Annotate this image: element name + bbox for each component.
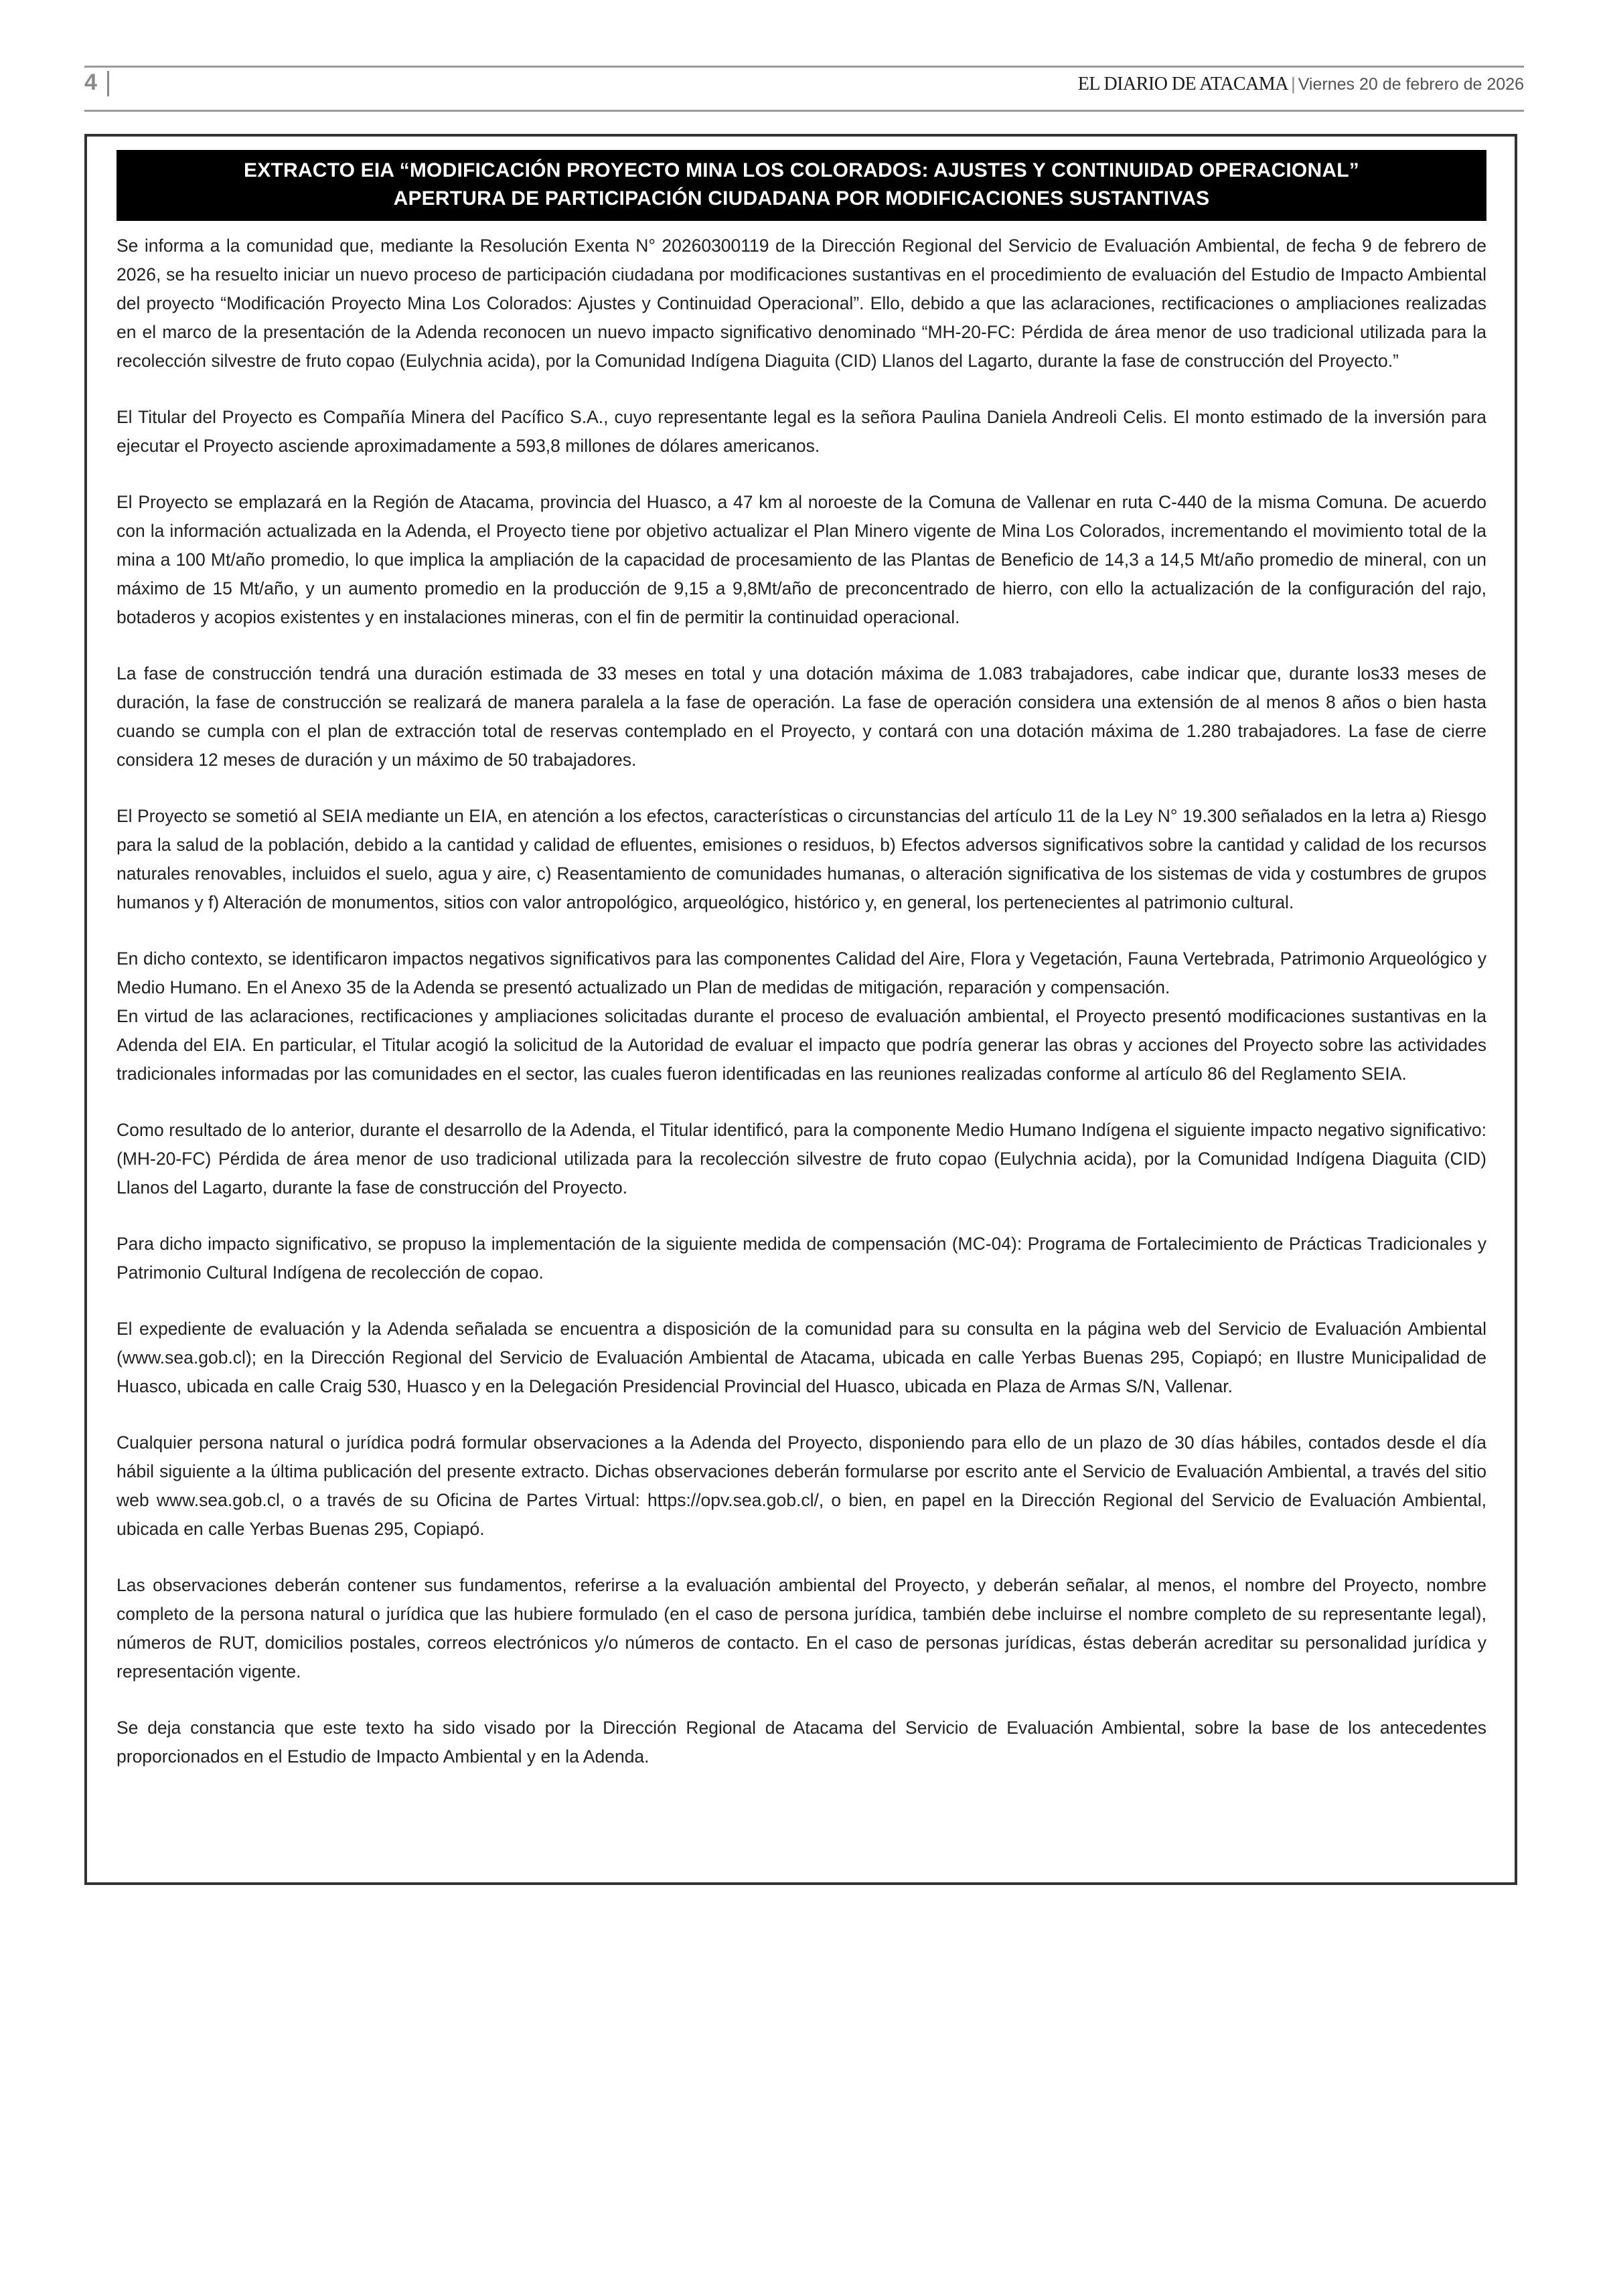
notice-subtitle: APERTURA DE PARTICIPACIÓN CIUDADANA POR MODIFICACIONES SUSTANTIVAS bbox=[393, 187, 1210, 210]
notice-paragraph-phases: La fase de construcción tendrá una duración estimada de 33 meses en total y una dotación máxima de 1.083 trabajadores, cabe indicar que, durante los33 meses de duración, la fase de construcción se realizará de manera paralela a la fase de operación. La fase de operación considera una extensión de al menos 8 años o bien hasta cuando se cumpla con el plan de extracción total de reservas contemplado en el Proyecto, y contará con una dotación máxima de 1.280 trabajadores. La fase de cierre considera 12 meses de duración y un máximo de 50 trabajadores. bbox=[117, 663, 1486, 770]
notice-paragraph-compensation: Para dicho impacto significativo, se propuso la implementación de la siguiente medida de compensación (MC-04): Programa de Fortalecimiento de Prácticas Tradicionales y Patrimonio Cultural Indígena de recolección de copao. bbox=[117, 1234, 1486, 1283]
page-number-divider bbox=[107, 71, 109, 96]
issue-date: Viernes 20 de febrero de 2026 bbox=[1298, 75, 1524, 94]
masthead-separator: | bbox=[1290, 74, 1296, 94]
page-number: 4 bbox=[84, 70, 97, 95]
notice-body bbox=[117, 232, 1486, 1771]
notice-paragraph-new-impact: Como resultado de lo anterior, durante el desarrollo de la Adenda, el Titular identificó, para la componente Medio Humano Indígena el siguiente impacto negativo significativo: (MH-20-FC) Pérdida de área menor de uso tradicional utilizada para la recolección silvestre de fruto copao (Eulychnia acida), por la Comunidad Indígena Diaguita (CID) Llanos del Lagarto, durante la fase de construcción del Proyecto. bbox=[117, 1120, 1486, 1198]
notice-paragraph-impacts: En dicho contexto, se identificaron impactos negativos significativos para las componentes Calidad del Aire, Flora y Vegetación, Fauna Vertebrada, Patrimonio Arqueológico y Medio Humano. En el Anexo 35 de la Adenda se presentó actualizado un Plan de medidas de mitigación, reparación y compensación. bbox=[117, 949, 1486, 997]
notice-paragraph-titular: El Titular del Proyecto es Compañía Minera del Pacífico S.A., cuyo representante legal es la señora Paulina Daniela Andreoli Celis. El monto estimado de la inversión para ejecutar el Proyecto asciende aproximadamente a 593,8 millones de dólares americanos. bbox=[117, 407, 1486, 456]
notice-paragraph-requirements: Las observaciones deberán contener sus fundamentos, referirse a la evaluación ambiental del Proyecto, y deberán señalar, al menos, el nombre del Proyecto, nombre completo de la persona natural o jurídica que las hubiere formulado (en el caso de persona jurídica, también debe incluirse el nombre completo de su representante legal), números de RUT, domicilios postales, correos electrónicos y/o números de contacto. En el caso de personas jurídicas, éstas deberán acreditar su personalidad jurídica y representación vigente. bbox=[117, 1575, 1486, 1682]
header-bottom-rule bbox=[84, 110, 1524, 112]
notice-paragraph-expediente: El expediente de evaluación y la Adenda señalada se encuentra a disposición de la comunidad para su consulta en la página web del Servicio de Evaluación Ambiental (www.sea.gob.cl); en la Dirección Regional del Servicio de Evaluación Ambiental de Atacama, ubicada en calle Yerbas Buenas 295, Copiapó; en Ilustre Municipalidad de Huasco, ubicada en calle Craig 530, Huasco y en la Delegación Presidencial Provincial del Huasco, ubicada en Plaza de Armas S/N, Vallenar. bbox=[117, 1319, 1486, 1396]
notice-paragraph-seia: El Proyecto se sometió al SEIA mediante un EIA, en atención a los efectos, características o circunstancias del artículo 11 de la Ley N° 19.300 señalados en la letra a) Riesgo para la salud de la población, debido a la cantidad y calidad de efluentes, emisiones o residuos, b) Efectos adversos significativos sobre la cantidad y calidad de los recursos naturales renovables, incluidos el suelo, agua y aire, c) Reasentamiento de comunidades humanas, o alteración significativa de los sistemas de vida y costumbres de grupos humanos y f) Alteración de monumentos, sitios con valor antropológico, arqueológico, histórico y, en general, los pertenecientes al patrimonio cultural. bbox=[117, 806, 1486, 912]
notice-title-band bbox=[117, 150, 1486, 221]
masthead bbox=[1078, 74, 1524, 95]
legal-notice-box bbox=[84, 134, 1517, 1885]
notice-paragraph-resolution: Se informa a la comunidad que, mediante la Resolución Exenta N° 20260300119 de la Dirección Regional del Servicio de Evaluación Ambiental, de fecha 9 de febrero de 2026, se ha resuelto iniciar un nuevo proceso de participación ciudadana por modificaciones sustantivas en el procedimiento de evaluación del Estudio de Impacto Ambiental del proyecto “Modificación Proyecto Mina Los Colorados: Ajustes y Continuidad Operacional”. Ello, debido a que las aclaraciones, rectificaciones o ampliaciones realizadas en el marco de la presentación de la Adenda reconocen un nuevo impacto significativo denominado “MH-20-FC: Pérdida de área menor de uso tradicional utilizada para la recolección silvestre de fruto copao (Eulychnia acida), por la Comunidad Indígena Diaguita (CID) Llanos del Lagarto, durante la fase de construcción del Proyecto.” bbox=[117, 236, 1486, 371]
notice-paragraph-modifications: En virtud de las aclaraciones, rectificaciones y ampliaciones solicitadas durante el proceso de evaluación ambiental, el Proyecto presentó modificaciones sustantivas en la Adenda del EIA. En particular, el Titular acogió la solicitud de la Autoridad de evaluar el impacto que podría generar las obras y acciones del Proyecto sobre las actividades tradicionales informadas por las comunidades en el sector, las cuales fueron identificadas en las reuniones realizadas conforme al artículo 86 del Reglamento SEIA. bbox=[117, 1006, 1486, 1084]
newspaper-name: EL DIARIO DE ATACAMA bbox=[1077, 74, 1288, 94]
notice-paragraph-certification: Se deja constancia que este texto ha sido visado por la Dirección Regional de Atacama del Servicio de Evaluación Ambiental, sobre la base de los antecedentes proporcionados en el Estudio de Impacto Ambiental y en la Adenda. bbox=[117, 1718, 1486, 1767]
notice-paragraph-location: El Proyecto se emplazará en la Región de Atacama, provincia del Huasco, a 47 km al noroeste de la Comuna de Vallenar en ruta C-440 de la misma Comuna. De acuerdo con la información actualizada en la Adenda, el Proyecto tiene por objetivo actualizar el Plan Minero vigente de Mina Los Colorados, incrementando el movimiento total de la mina a 100 Mt/año promedio, lo que implica la ampliación de la capacidad de procesamiento de las Plantas de Beneficio de 14,3 a 14,5 Mt/año promedio de mineral, con un máximo de 15 Mt/año, y un aumento promedio en la producción de 9,15 a 9,8Mt/año de preconcentrado de hierro, con ello la actualización de la configuración del rajo, botaderos y acopios existentes y en instalaciones mineras, con el fin de permitir la continuidad operacional. bbox=[117, 492, 1486, 627]
notice-paragraph-observations: Cualquier persona natural o jurídica podrá formular observaciones a la Adenda del Proyecto, disponiendo para ello de un plazo de 30 días hábiles, contados desde el día hábil siguiente a la última publicación del presente extracto. Dichas observaciones deberán formularse por escrito ante el Servicio de Evaluación Ambiental, a través del sitio web www.sea.gob.cl, o a través de su Oficina de Partes Virtual: https://opv.sea.gob.cl/, o bien, en papel en la Dirección Regional del Servicio de Evaluación Ambiental, ubicada en calle Yerbas Buenas 295, Copiapó. bbox=[117, 1432, 1486, 1539]
header-top-rule bbox=[84, 66, 1524, 68]
notice-title: EXTRACTO EIA “MODIFICACIÓN PROYECTO MINA LOS COLORADOS: AJUSTES Y CONTINUIDAD OPERACIONAL” bbox=[244, 159, 1359, 181]
